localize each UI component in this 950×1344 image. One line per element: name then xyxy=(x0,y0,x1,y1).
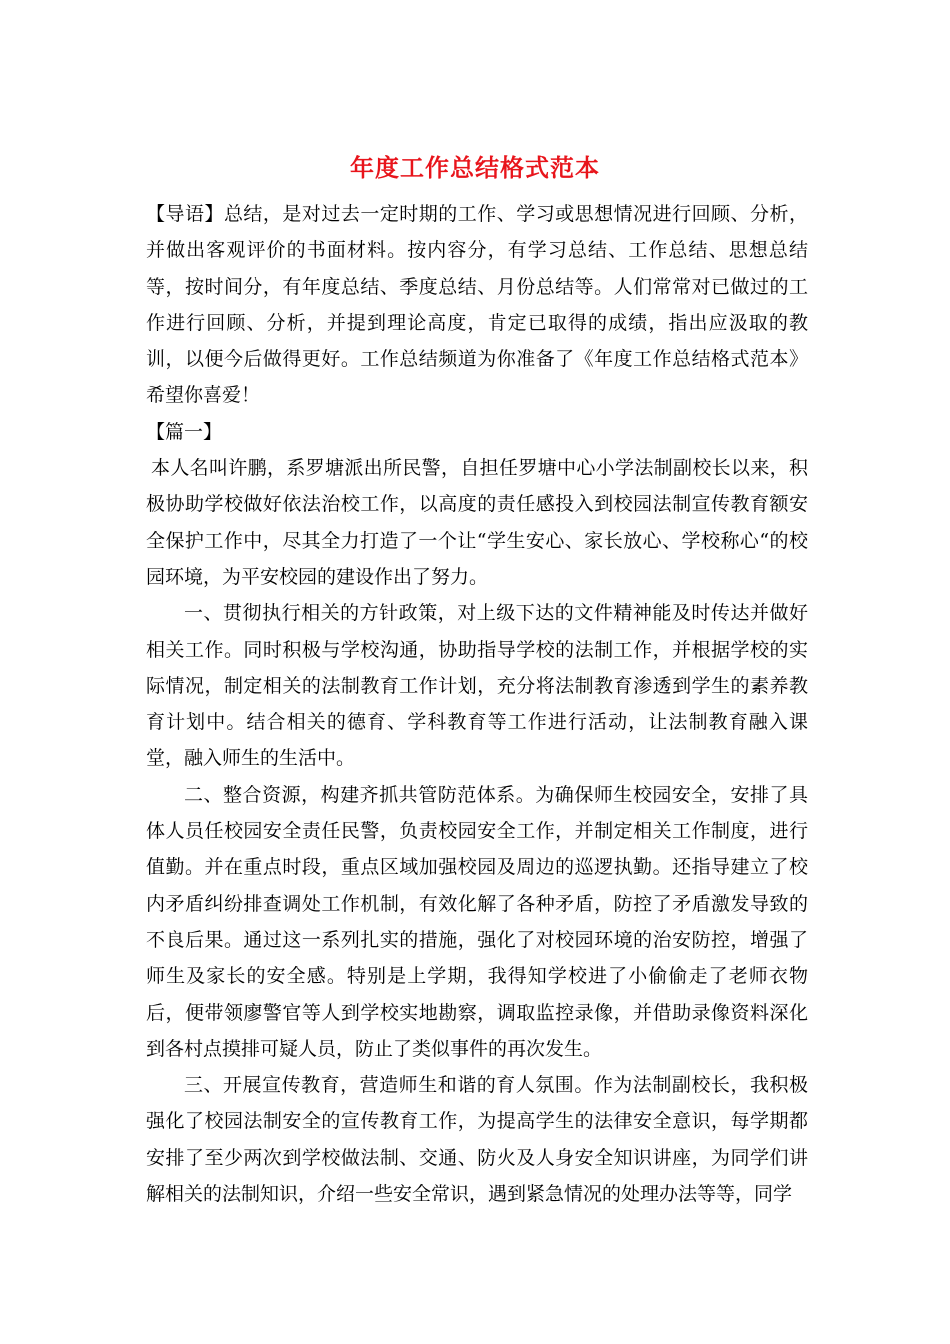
body-paragraph: 二、整合资源，构建齐抓共管防范体系。为确保师生校园安全，安排了具体人员任校园安全责任民警，负责校园安全工作，并制定相关工作制度，进行值勤。并在重点时段，重点区域加强校园及周边的巡逻执勤。还指导建立了校内矛盾纠纷排查调处工作机制，有效化解了各种矛盾，防控了矛盾激发导致的不良后果。通过这一系列扎实的措施，强化了对校园环境的治安防控，增强了师生及家长的安全感。特别是上学期，我得知学校进了小偷偷走了老师衣物后，便带领廖警官等人到学校实地勘察，调取监控录像，并借助录像资料深化到各村点摸排可疑人员，防止了类似事件的再次发生。 xyxy=(146,783,808,1060)
section-heading: 【篇一】 xyxy=(146,420,223,443)
intro-paragraph: 【导语】总结，是对过去一定时期的工作、学习或思想情况进行回顾、分析，并做出客观评价的书面材料。按内容分，有学习总结、工作总结、思想总结等，按时间分，有年度总结、季度总结、月份总结等。人们常常对已做过的工作进行回顾、分析，并提到理论高度，肯定已取得的成绩，指出应汲取的教训，以便今后做得更好。工作总结频道为你准备了《年度工作总结格式范本》希望你喜爱！ xyxy=(146,203,808,407)
body-paragraph: 三、开展宣传教育，营造师生和谐的育人氛围。作为法制副校长，我积极强化了校园法制安全的宣传教育工作，为提高学生的法律安全意识，每学期都安排了至少两次到学校做法制、交通、防火及人身安全知识讲座，为同学们讲解相关的法制知识，介绍一些安全常识，遇到紧急情况的处理办法等等，同学 xyxy=(146,1074,808,1206)
document-body xyxy=(146,196,808,1212)
body-paragraph: 本人名叫许鹏，系罗塘派出所民警，自担任罗塘中心小学法制副校长以来，积极协助学校做好依法治校工作，以高度的责任感投入到校园法制宣传教育额安全保护工作中，尽其全力打造了一个让“学生安心、家长放心、学校称心“的校园环境，为平安校园的建设作出了努力。 xyxy=(146,457,808,588)
document-title: 年度工作总结格式范本 xyxy=(350,153,600,182)
body-paragraph: 一、贯彻执行相关的方针政策，对上级下达的文件精神能及时传达并做好相关工作。同时积极与学校沟通，协助指导学校的法制工作，并根据学校的实际情况，制定相关的法制教育工作计划，充分将法制教育渗透到学生的素养教育计划中。结合相关的德育、学科教育等工作进行活动，让法制教育融入课堂，融入师生的生活中。 xyxy=(146,602,808,770)
